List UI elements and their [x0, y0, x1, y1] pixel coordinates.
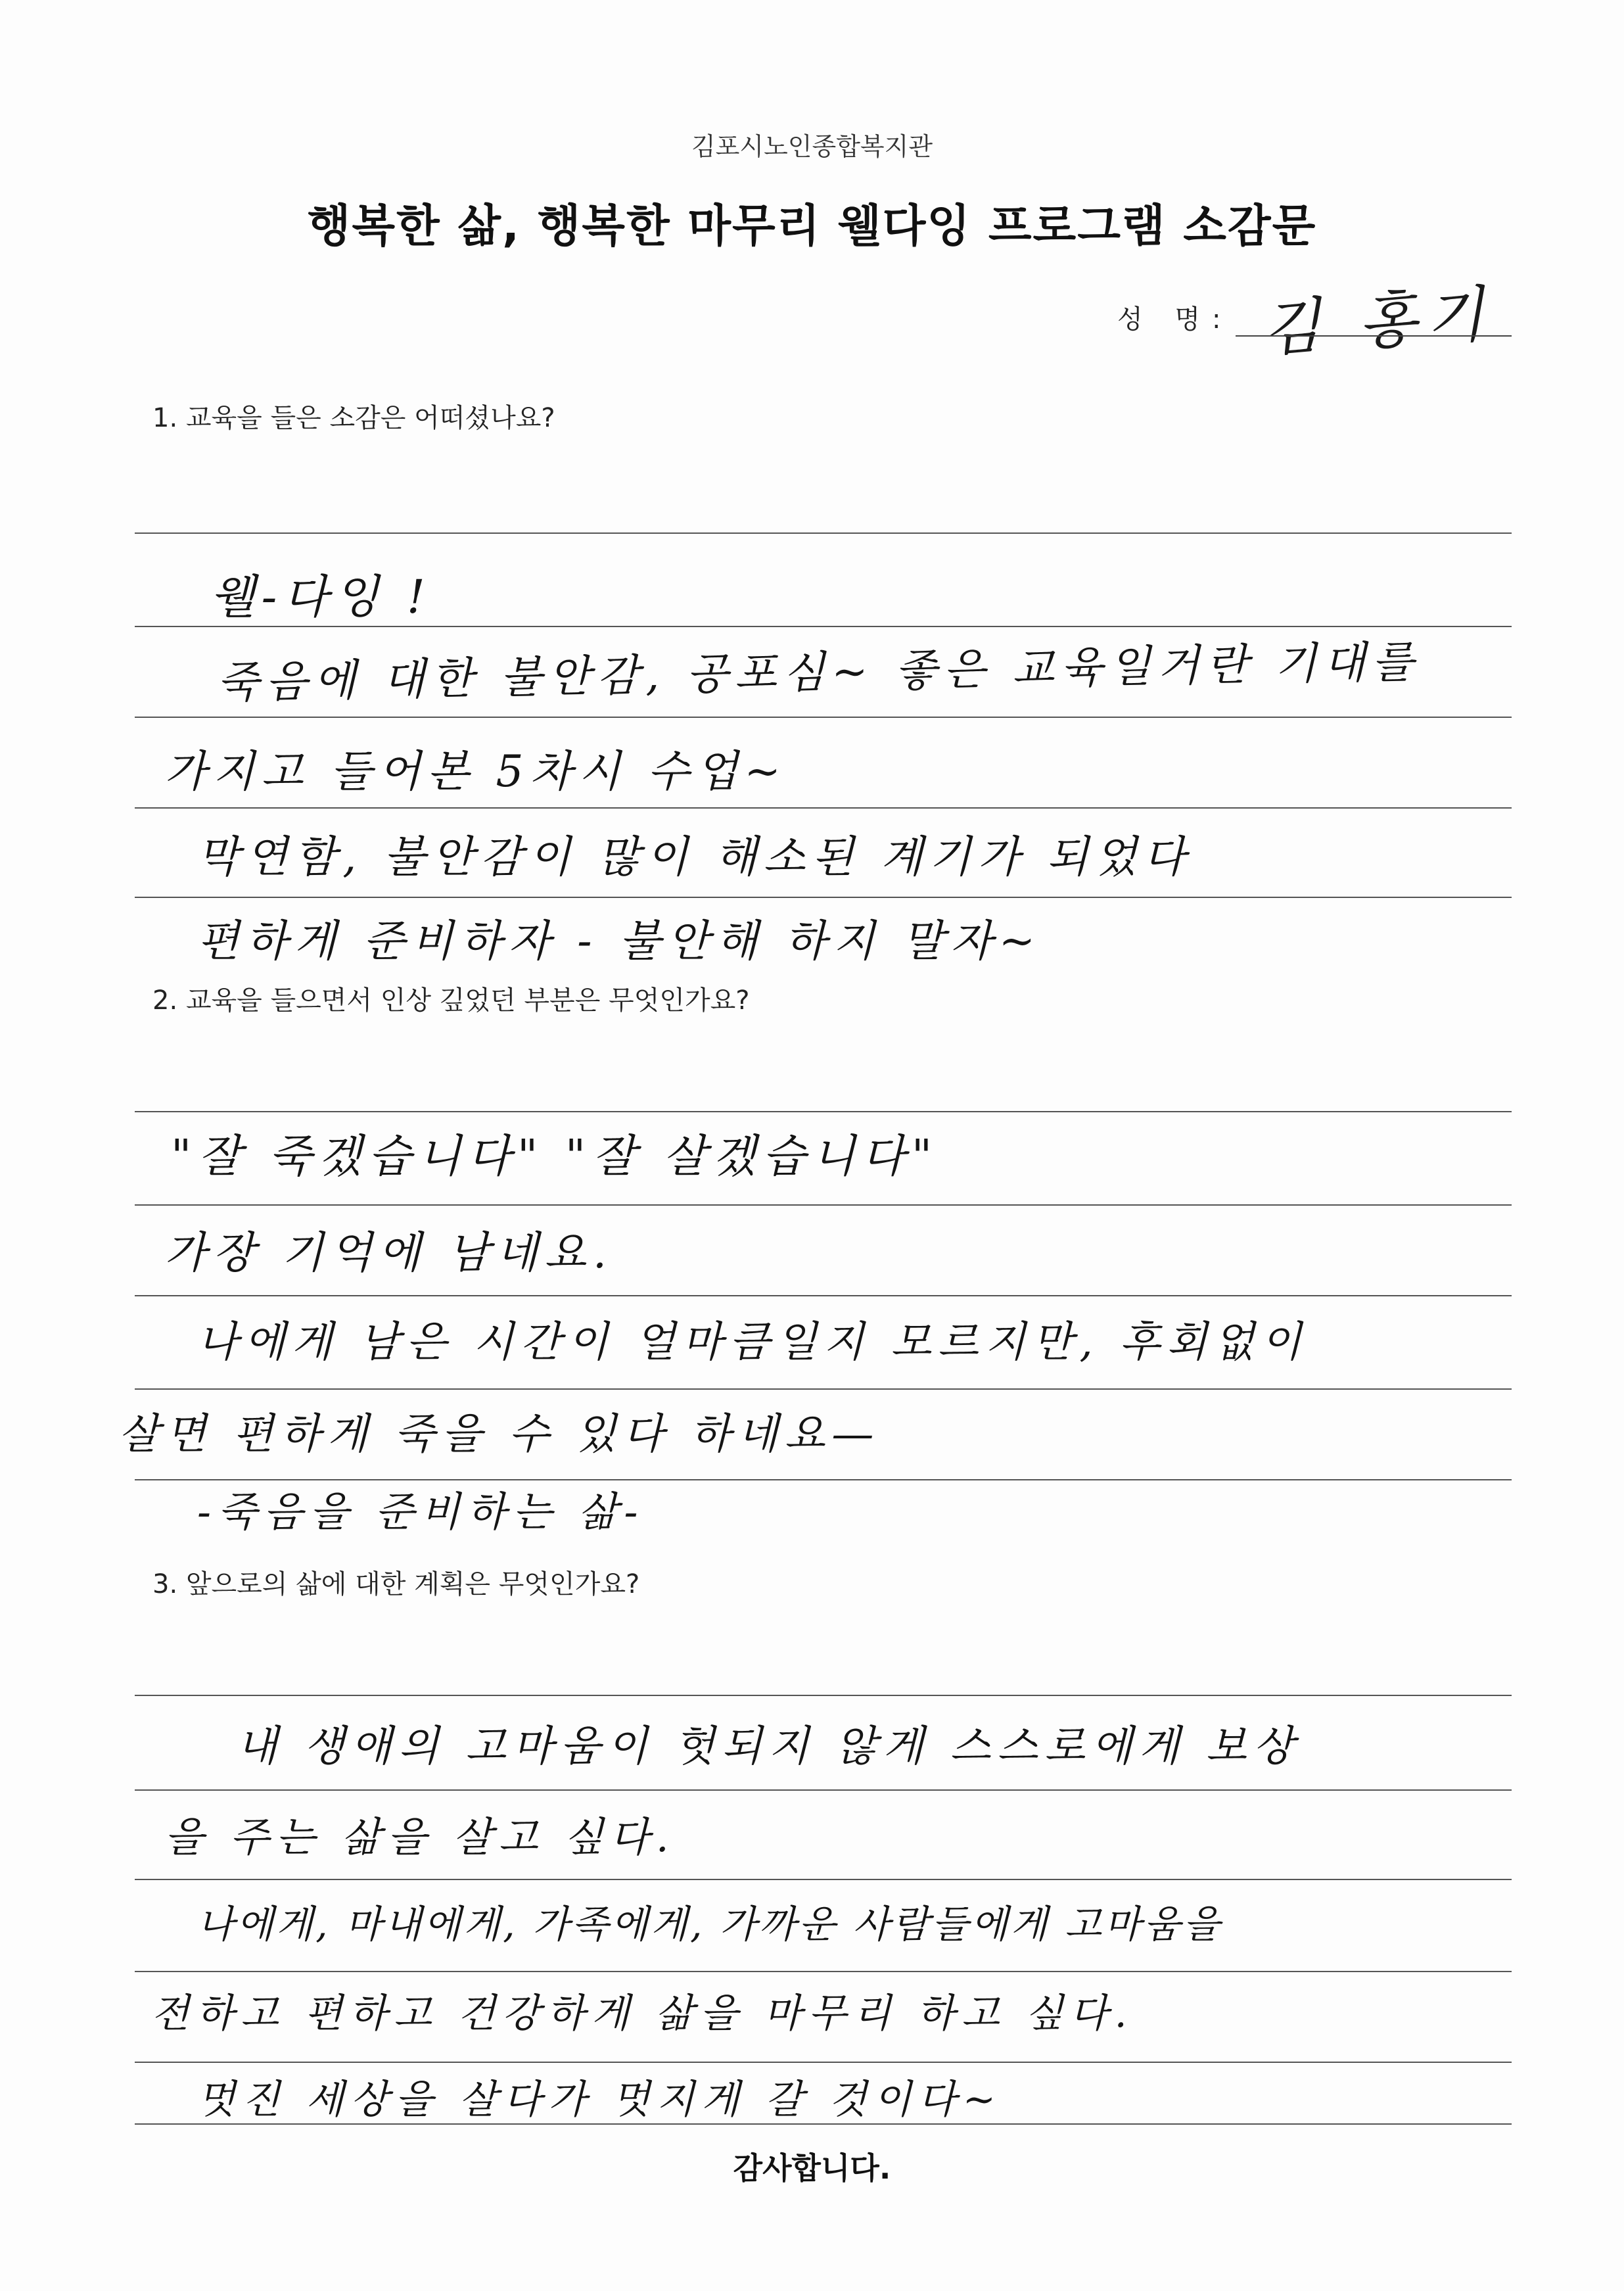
- name-signature: 김 홍기: [1260, 278, 1496, 366]
- ruled-line: [135, 1695, 1512, 1696]
- name-underline: [1236, 335, 1512, 337]
- ruled-line: [135, 532, 1512, 534]
- closing-thanks: 감사합니다.: [733, 2150, 891, 2186]
- ruled-line: [135, 1388, 1512, 1390]
- answer-1-line-4: 막연함, 불안감이 많이 해소된 계기가 되었다: [197, 832, 1192, 882]
- answer-3-line-2: 을 주는 삶을 살고 싶다.: [164, 1813, 676, 1861]
- answer-2-line-1: "잘 죽겠습니다" "잘 살겠습니다": [171, 1131, 939, 1183]
- answer-2-line-4: 살면 편하게 죽을 수 있다 하네요—: [118, 1410, 881, 1459]
- name-label: 성 명:: [1117, 304, 1233, 335]
- ruled-line: [135, 1971, 1512, 1972]
- name-field: [1117, 278, 1525, 366]
- ruled-line: [135, 1789, 1512, 1791]
- answer-3-line-3: 나에게, 마내에게, 가족에게, 가까운 사람들에게 고마움을: [197, 1902, 1223, 1947]
- question-1: 1. 교육을 들은 소감은 어떠셨나요?: [152, 403, 555, 433]
- ruled-line: [135, 717, 1512, 718]
- page-title: 행복한 삶, 행복한 마무리 웰다잉 프로그램 소감문: [307, 201, 1317, 252]
- organization-name: 김포시노인종합복지관: [691, 132, 933, 161]
- answer-2-line-5: -죽음을 준비하는 삶-: [197, 1488, 645, 1536]
- ruled-line: [135, 2062, 1512, 2063]
- answer-1-line-2: 죽음에 대한 불안감, 공포심~ 좋은 교육일거란 기대를: [216, 636, 1421, 708]
- answer-1-line-3: 가지고 들어본 5차시 수업~: [164, 746, 787, 797]
- ruled-line: [135, 807, 1512, 809]
- question-2: 2. 교육을 들으면서 인상 깊었던 부분은 무엇인가요?: [152, 985, 750, 1016]
- ruled-line: [135, 1111, 1512, 1112]
- answer-1-line-1: 웰-다잉 !: [210, 570, 432, 624]
- answer-2-line-2: 가장 기억에 남네요.: [164, 1227, 613, 1278]
- answer-2-line-3: 나에게 남은 시간이 얼마큼일지 모르지만, 후회없이: [197, 1318, 1309, 1367]
- ruled-line: [135, 1879, 1512, 1880]
- answer-1-line-5: 편하게 준비하자 - 불안해 하지 말자~: [197, 916, 1042, 966]
- answer-3-line-5: 멋진 세상을 살다가 멋지게 갈 것이다~: [197, 2077, 1003, 2123]
- ruled-line: [135, 1204, 1512, 1206]
- ruled-line: [135, 1295, 1512, 1296]
- answer-3-line-1: 내 생애의 고마움이 헛되지 않게 스스로에게 보상: [237, 1722, 1301, 1771]
- ruled-line: [135, 897, 1512, 898]
- answer-3-line-4: 전하고 편하고 건강하게 삶을 마무리 하고 싶다.: [151, 1991, 1134, 2037]
- question-3: 3. 앞으로의 삶에 대한 계획은 무엇인가요?: [152, 1569, 640, 1599]
